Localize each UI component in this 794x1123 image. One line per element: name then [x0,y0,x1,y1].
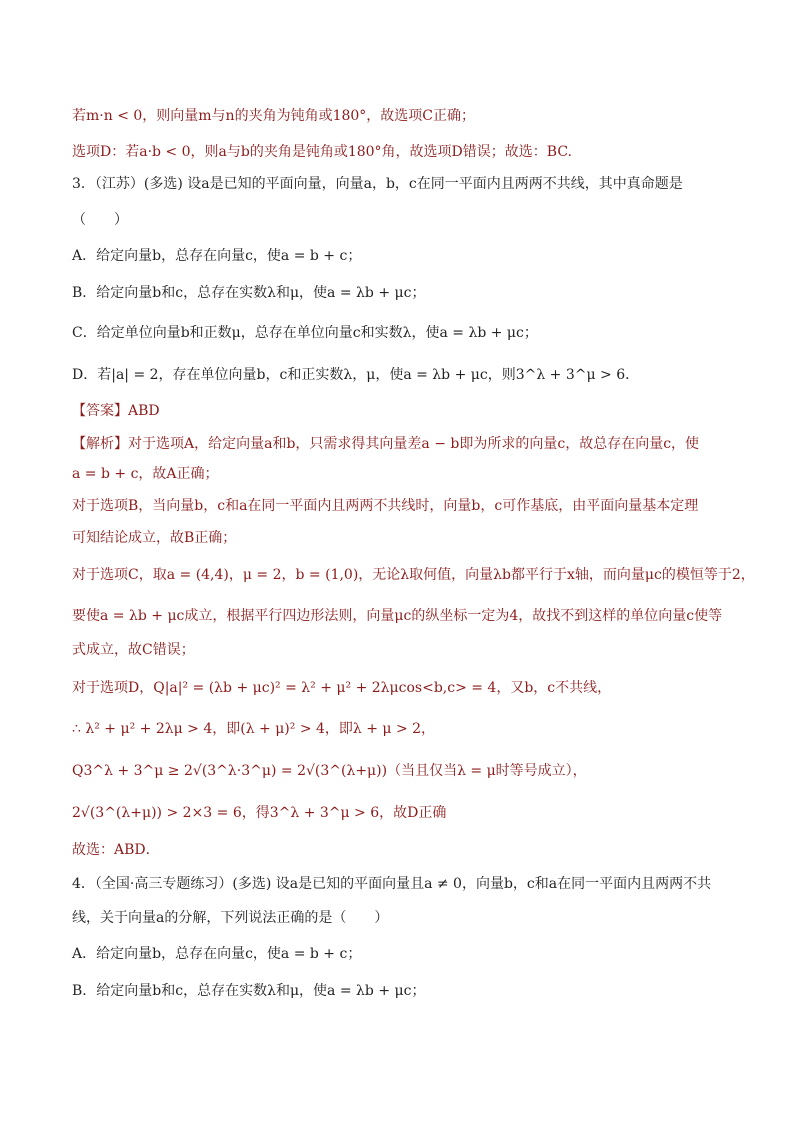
question-3-stem: （ ） [72,212,128,228]
explanation-line: 对于选项B，当向量b，c和a在同一平面内且两两不共线时，向量b，c可作基底，由平面向量基本定理 [72,498,699,514]
question-3-option-b: B．给定向量b和c，总存在实数λ和μ，使a = λb + μc； [72,285,426,301]
question-4-option-a: A．给定向量b，总存在向量c，使a = b + c； [72,946,362,962]
question-4-stem: 线，关于向量a的分解，下列说法正确的是（ ） [72,910,389,926]
explanation-line: 要使a = λb + μc成立，根据平行四边形法则，向量μc的纵坐标一定为4，故找不到这样的单位向量c使等 [72,608,723,624]
explanation-line: Q3^λ + 3^μ ≥ 2√(3^λ·3^μ) = 2√(3^(λ+μ))（当且仅当λ = μ时等号成立）， [72,763,587,779]
explanation-line: 对于选项C，取a = (4,4)，μ = 2，b = (1,0)，无论λ取何值，向量λb都平行于x轴，而向量μc的模恒等于2， [72,567,755,583]
explanation-line: 故选：ABD． [72,842,160,858]
question-3-stem: 3．（江苏）(多选) 设a是已知的平面向量，向量a，b，c在同一平面内且两两不共线，其中真命题是 [72,176,683,192]
explanation-line: 2√(3^(λ+μ)) > 2×3 = 6，得3^λ + 3^μ > 6，故D正确 [72,805,447,821]
question-4-stem: 4．（全国·高三专题练习）(多选) 设a是已知的平面向量且a ≠ 0，向量b，c和a在同一平面内且两两不共 [72,876,712,892]
explanation-line: 可知结论成立，故B正确； [72,530,237,546]
explanation-line: 式成立，故C错误； [72,642,195,658]
question-3-option-d: D．若|a| = 2，存在单位向量b，c和正实数λ，μ，使a = λb + μc，则3^λ + 3^μ > 6． [72,367,640,383]
question-4-option-b: B．给定向量b和c，总存在实数λ和μ，使a = λb + μc； [72,983,426,999]
question-3-option-c: C．给定单位向量b和正数μ，总存在单位向量c和实数λ，使a = λb + μc； [72,325,538,341]
explanation-line: 【解析】对于选项A，给定向量a和b，只需求得其向量差a − b即为所求的向量c，故总存在向量c，使 [72,436,700,452]
explanation-line: 对于选项D，Q|a|² = (λb + μc)² = λ² + μ² + 2λμcos<b,c> = 4，又b，c不共线， [72,680,612,696]
text-line: 若m·n < 0，则向量m与n的夹角为钝角或180°，故选项C正确； [72,108,476,124]
answer-label: 【答案】ABD [72,403,160,419]
text-line: 选项D：若a·b < 0，则a与b的夹角是钝角或180°角，故选项D错误；故选：BC. [72,144,572,160]
question-3-option-a: A．给定向量b，总存在向量c，使a = b + c； [72,248,362,264]
explanation-line: a = b + c，故A正确； [72,466,219,482]
explanation-line: ∴ λ² + μ² + 2λμ > 4，即(λ + μ)² > 4，即λ + μ > 2， [72,721,436,737]
